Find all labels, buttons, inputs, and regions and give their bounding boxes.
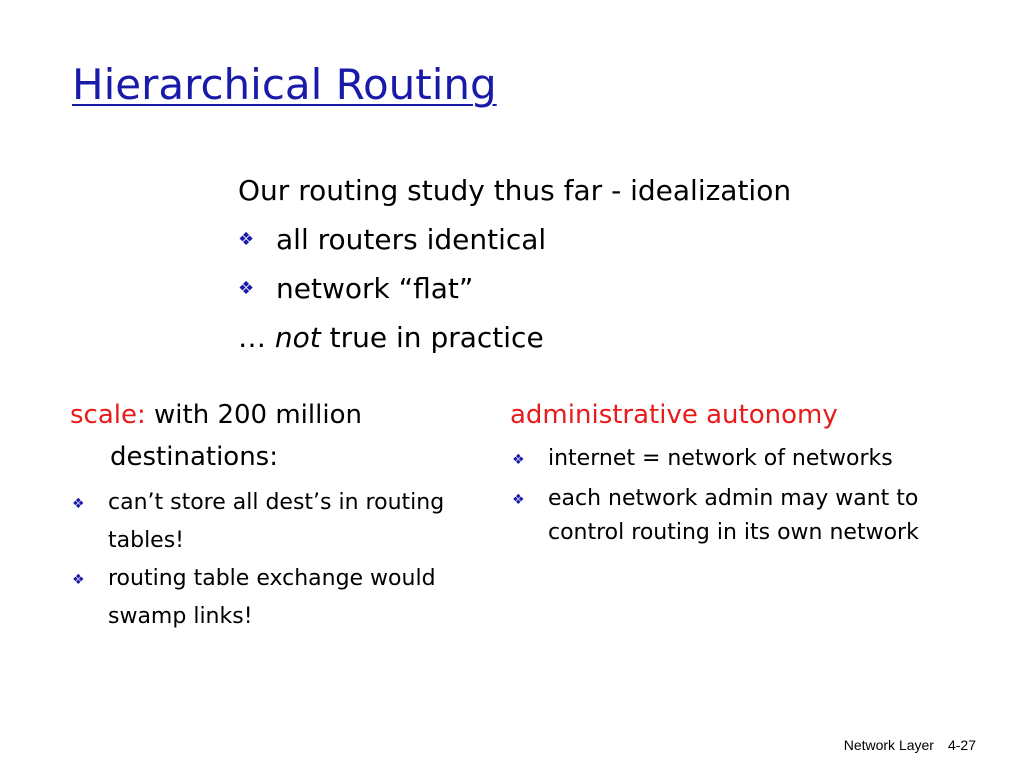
scale-label: scale: — [70, 400, 146, 430]
diamond-bullet-icon: ❖ — [238, 228, 255, 250]
list-item-text: routing table exchange would swamp links! — [108, 566, 436, 629]
autonomy-heading: administrative autonomy — [510, 400, 838, 430]
diamond-bullet-icon: ❖ — [238, 277, 255, 299]
list-item-text: can’t store all dest’s in routing tables! — [108, 490, 445, 553]
intro-bullet — [238, 215, 791, 264]
intro-bullet-text: network “flat” — [276, 272, 474, 305]
list-item — [70, 484, 470, 560]
intro-bullet — [238, 264, 791, 313]
list-item — [70, 560, 470, 636]
diamond-bullet-icon: ❖ — [512, 492, 525, 508]
intro-block — [238, 166, 791, 362]
list-item-text: internet = network of networks — [548, 446, 893, 471]
intro-closing — [238, 313, 791, 362]
autonomy-bullet-list — [510, 442, 970, 550]
list-item — [510, 482, 970, 550]
scale-column — [70, 394, 470, 636]
scale-heading-continued: destinations: — [110, 442, 278, 472]
footer-section: Network Layer — [843, 737, 934, 753]
footer-page-number: 4-27 — [947, 737, 976, 753]
diamond-bullet-icon: ❖ — [72, 496, 85, 512]
list-item — [510, 442, 970, 476]
intro-closing-prefix: … — [238, 321, 275, 354]
list-item-text: each network admin may want to control routing in its own network — [548, 486, 919, 545]
diamond-bullet-icon: ❖ — [512, 452, 525, 468]
intro-closing-emphasis: not — [274, 321, 321, 354]
scale-bullet-list — [70, 484, 470, 636]
scale-heading-rest: with 200 million — [145, 400, 362, 430]
intro-bullet-text: all routers identical — [276, 223, 547, 256]
slide-footer — [844, 736, 976, 754]
autonomy-column — [510, 394, 970, 556]
scale-heading — [70, 394, 470, 436]
diamond-bullet-icon: ❖ — [72, 572, 85, 588]
slide-title: Hierarchical Routing — [72, 60, 497, 109]
intro-closing-suffix: true in practice — [320, 321, 544, 354]
intro-lead: Our routing study thus far - idealization — [238, 174, 792, 207]
